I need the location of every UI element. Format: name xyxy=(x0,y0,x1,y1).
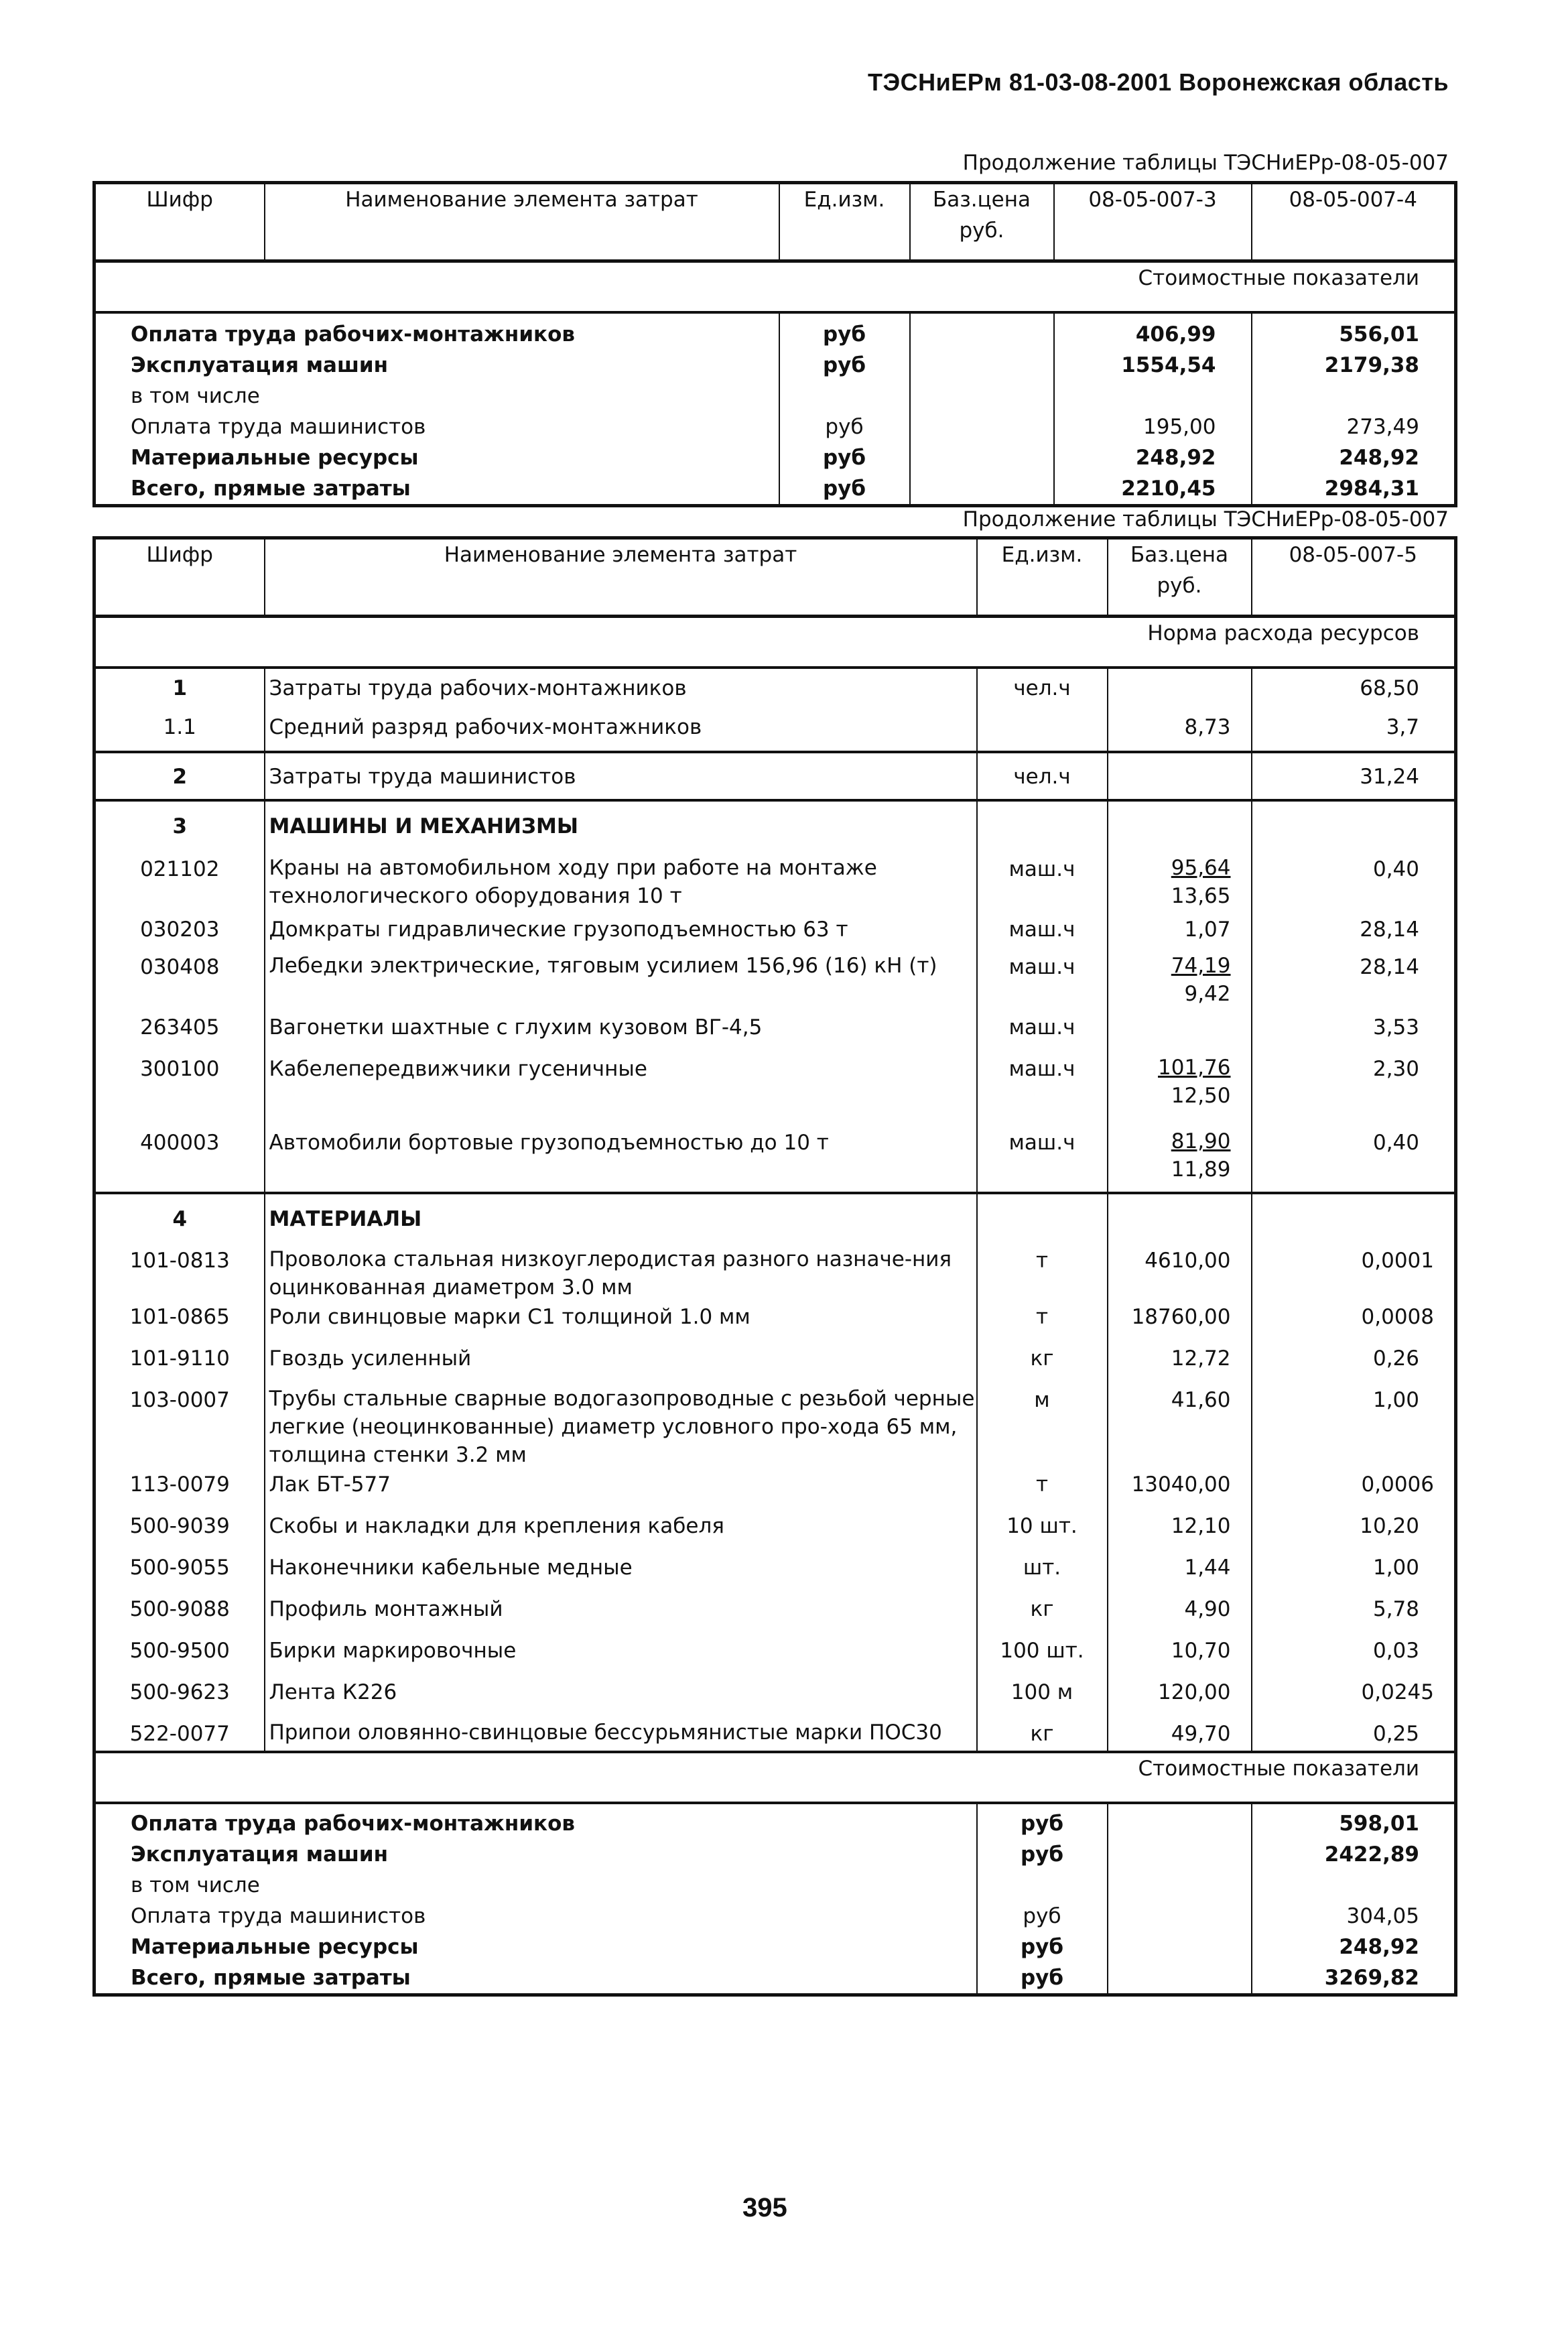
price-sub: 13,65 xyxy=(1171,884,1231,908)
row-value: 0,40 xyxy=(1252,854,1456,910)
row-value: 0,0008 xyxy=(1252,1302,1456,1343)
row-label: Материальные ресурсы xyxy=(131,446,419,470)
row-name: Автомобили бортовые грузоподъемностью до 10 т xyxy=(265,1123,977,1193)
row-code: 522-0077 xyxy=(94,1718,265,1752)
row-unit: м xyxy=(977,1385,1108,1469)
row-code: 500-9039 xyxy=(129,1514,230,1538)
row-code: 500-9088 xyxy=(129,1597,230,1621)
table-row xyxy=(94,412,1456,442)
row-code: 300100 xyxy=(140,1057,220,1081)
row-value-4 xyxy=(1252,381,1456,412)
row-name: Домкраты гидравлические грузоподъемностью 63 т xyxy=(265,910,977,952)
total-unit: руб xyxy=(977,1901,1108,1932)
table-row xyxy=(94,1302,1456,1343)
document-header-title: ТЭСНиЕРм 81-03-08-2001 Воронежская область xyxy=(868,68,1449,96)
total-value: 2422,89 xyxy=(1252,1839,1456,1870)
row-price: 49,70 xyxy=(1108,1718,1252,1752)
total-value: 304,05 xyxy=(1252,1901,1456,1932)
total-row xyxy=(94,1962,1456,1995)
row-price: 1,44 xyxy=(1108,1552,1252,1594)
price-main: 101,76 xyxy=(1158,1056,1231,1080)
col-header-base-price xyxy=(1108,538,1252,617)
row-unit: кг xyxy=(977,1594,1108,1635)
total-label: Материальные ресурсы xyxy=(131,1935,419,1959)
row-unit: руб xyxy=(779,350,910,381)
row-name: Вагонетки шахтные с глухим кузовом ВГ-4,5 xyxy=(265,1008,977,1050)
row-price: 120,00 xyxy=(1108,1677,1252,1718)
row-name: Припои оловянно-свинцовые бессурьмянистые марки ПОС30 xyxy=(265,1718,977,1752)
row-value: 0,0006 xyxy=(1252,1469,1456,1511)
row-value: 0,40 xyxy=(1252,1123,1456,1193)
row-unit: маш.ч xyxy=(977,1050,1108,1123)
row-unit: маш.ч xyxy=(977,1123,1108,1193)
group-row-machines xyxy=(94,800,1456,854)
section-cost-indicators: Стоимостные показатели xyxy=(94,1752,1456,1803)
table-row xyxy=(94,473,1456,506)
group-row-materials xyxy=(94,1193,1456,1245)
row-value-4: 2984,31 xyxy=(1252,473,1456,506)
col-header-code: Шифр xyxy=(94,183,265,261)
row-unit: т xyxy=(977,1245,1108,1302)
row-name: Трубы стальные сварные водогазопроводные с резьбой черные легкие (неоцинкованные) диаметр условного про-хода 65 мм, толщина стенки 3.2 мм xyxy=(265,1385,977,1469)
table2-continuation-label: Продолжение таблицы ТЭСНиЕРр-08-05-007 xyxy=(962,507,1449,531)
base-price-line1: Баз.цена xyxy=(1130,543,1229,567)
price-main: 95,64 xyxy=(1171,856,1231,880)
base-price-line1: Баз.цена xyxy=(932,188,1031,212)
row-value: 3,53 xyxy=(1252,1008,1456,1050)
row-unit: 10 шт. xyxy=(977,1511,1108,1552)
table-row xyxy=(94,854,1456,910)
row-price xyxy=(1108,854,1252,910)
row-name: Затраты труда рабочих-монтажников xyxy=(265,668,977,704)
table-row xyxy=(94,1008,1456,1050)
row-name: Роли свинцовые марки С1 толщиной 1.0 мм xyxy=(265,1302,977,1343)
col-header-name: Наименование элемента затрат xyxy=(265,538,977,617)
row-unit: шт. xyxy=(977,1552,1108,1594)
total-value: 598,01 xyxy=(1252,1803,1456,1839)
row-value: 0,0001 xyxy=(1252,1245,1456,1302)
row-name: Гвоздь усиленный xyxy=(265,1343,977,1385)
price-sub: 11,89 xyxy=(1171,1157,1231,1182)
row-value: 28,14 xyxy=(1252,910,1456,952)
base-price-line2: руб. xyxy=(1157,574,1202,598)
row-unit xyxy=(977,704,1108,752)
row-unit: маш.ч xyxy=(977,952,1108,1008)
row-unit: кг xyxy=(977,1718,1108,1752)
row-value-3: 195,00 xyxy=(1054,412,1252,442)
row-code: 030203 xyxy=(140,918,220,942)
row-value-3 xyxy=(1054,381,1252,412)
row-name: Кабелепередвижчики гусеничные xyxy=(265,1050,977,1123)
row-value-3: 2210,45 xyxy=(1054,473,1252,506)
row-price xyxy=(1108,1050,1252,1123)
section-resource-norms: Норма расхода ресурсов xyxy=(94,617,1456,668)
row-price: 4610,00 xyxy=(1108,1245,1252,1302)
row-value: 0,03 xyxy=(1252,1635,1456,1677)
row-unit: маш.ч xyxy=(977,1008,1108,1050)
col-header-08-05-007-3: 08-05-007-3 xyxy=(1054,183,1252,261)
total-unit xyxy=(977,1870,1108,1901)
total-unit: руб xyxy=(977,1839,1108,1870)
price-sub: 9,42 xyxy=(1184,982,1231,1006)
total-label: в том числе xyxy=(131,1873,260,1897)
group-name: МАШИНЫ И МЕХАНИЗМЫ xyxy=(265,800,977,854)
total-value: 248,92 xyxy=(1252,1932,1456,1962)
row-name: Профиль монтажный xyxy=(265,1594,977,1635)
row-price: 18760,00 xyxy=(1108,1302,1252,1343)
row-label: Оплата труда рабочих-монтажников xyxy=(131,322,575,347)
row-price: 13040,00 xyxy=(1108,1469,1252,1511)
col-header-08-05-007-4: 08-05-007-4 xyxy=(1252,183,1456,261)
total-label: Всего, прямые затраты xyxy=(131,1966,411,1990)
row-code: 101-9110 xyxy=(129,1346,230,1371)
row-label: в том числе xyxy=(131,384,260,408)
row-value-3: 1554,54 xyxy=(1054,350,1252,381)
table-row xyxy=(94,910,1456,952)
group-code: 4 xyxy=(172,1207,188,1231)
row-name: Лак БТ-577 xyxy=(265,1469,977,1511)
row-code: 400003 xyxy=(94,1123,265,1193)
row-value-4: 248,92 xyxy=(1252,442,1456,473)
row-value-3: 248,92 xyxy=(1054,442,1252,473)
table-row xyxy=(94,1343,1456,1385)
row-price: 12,10 xyxy=(1108,1511,1252,1552)
row-unit: маш.ч xyxy=(977,854,1108,910)
row-name: Затраты труда машинистов xyxy=(265,752,977,800)
table-row xyxy=(94,1718,1456,1752)
row-value: 31,24 xyxy=(1252,752,1456,800)
table-row xyxy=(94,1552,1456,1594)
row-unit: 100 м xyxy=(977,1677,1108,1718)
row-value: 0,0245 xyxy=(1252,1677,1456,1718)
row-unit: чел.ч xyxy=(977,752,1108,800)
total-row xyxy=(94,1870,1456,1901)
group-code: 3 xyxy=(172,814,188,838)
table2-cost-section-row xyxy=(94,1752,1456,1803)
row-name: Краны на автомобильном ходу при работе на монтаже технологического оборудования 10 т xyxy=(265,854,977,910)
row-value: 1,00 xyxy=(1252,1552,1456,1594)
total-unit: руб xyxy=(977,1803,1108,1839)
row-value: 5,78 xyxy=(1252,1594,1456,1635)
col-header-base-price xyxy=(910,183,1054,261)
table-row xyxy=(94,1123,1456,1193)
total-label: Оплата труда машинистов xyxy=(131,1904,426,1928)
section-cost-indicators: Стоимостные показатели xyxy=(94,261,1456,313)
base-price-line2: руб. xyxy=(959,218,1004,243)
row-unit: маш.ч xyxy=(977,910,1108,952)
row-price xyxy=(1108,1123,1252,1193)
row-name: Проволока стальная низкоуглеродистая разного назначе-ния оцинкованная диаметром 3.0 мм xyxy=(265,1245,977,1302)
row-value: 2,30 xyxy=(1252,1050,1456,1123)
total-unit: руб xyxy=(977,1932,1108,1962)
row-name: Лебедки электрические, тяговым усилием 156,96 (16) кН (т) xyxy=(265,952,977,1008)
table-row xyxy=(94,1511,1456,1552)
table-row xyxy=(94,381,1456,412)
row-label: Эксплуатация машин xyxy=(131,353,389,377)
row-value-4: 273,49 xyxy=(1252,412,1456,442)
table1-continuation-label: Продолжение таблицы ТЭСНиЕРр-08-05-007 xyxy=(962,151,1449,175)
row-unit xyxy=(779,381,910,412)
row-value-4: 556,01 xyxy=(1252,312,1456,350)
row-label: Всего, прямые затраты xyxy=(131,477,411,501)
table2-resource-norms xyxy=(92,536,1457,1997)
row-price: 8,73 xyxy=(1108,704,1252,752)
table-row xyxy=(94,1050,1456,1123)
price-main: 81,90 xyxy=(1171,1129,1231,1153)
table-row xyxy=(94,350,1456,381)
row-unit: руб xyxy=(779,312,910,350)
col-header-unit: Ед.изм. xyxy=(779,183,910,261)
row-price xyxy=(1108,1008,1252,1050)
table-row xyxy=(94,312,1456,350)
total-row xyxy=(94,1901,1456,1932)
row-code: 500-9055 xyxy=(129,1556,230,1580)
table1-header-row xyxy=(94,183,1456,261)
row-code: 1 xyxy=(172,676,188,700)
row-code: 2 xyxy=(94,752,265,800)
row-value: 28,14 xyxy=(1252,952,1456,1008)
total-row xyxy=(94,1839,1456,1870)
table-row xyxy=(94,704,1456,752)
total-value xyxy=(1252,1870,1456,1901)
table-row xyxy=(94,1635,1456,1677)
row-value: 10,20 xyxy=(1252,1511,1456,1552)
row-unit: руб xyxy=(779,412,910,442)
row-price: 4,90 xyxy=(1108,1594,1252,1635)
table1-section-row xyxy=(94,261,1456,313)
price-main: 74,19 xyxy=(1171,954,1231,978)
row-name: Лента К226 xyxy=(265,1677,977,1718)
row-unit: чел.ч xyxy=(977,668,1108,704)
row-price xyxy=(1108,752,1252,800)
row-name: Бирки маркировочные xyxy=(265,1635,977,1677)
row-unit: руб xyxy=(779,442,910,473)
row-code: 113-0079 xyxy=(129,1472,230,1497)
page-number: 395 xyxy=(742,2193,787,2222)
table-row xyxy=(94,1469,1456,1511)
row-code: 103-0007 xyxy=(129,1388,230,1412)
row-price xyxy=(1108,668,1252,704)
row-name: Наконечники кабельные медные xyxy=(265,1552,977,1594)
table-row xyxy=(94,1245,1456,1302)
row-code: 1.1 xyxy=(94,704,265,752)
col-header-08-05-007-5: 08-05-007-5 xyxy=(1252,538,1456,617)
row-value: 1,00 xyxy=(1252,1385,1456,1469)
row-price: 1,07 xyxy=(1108,910,1252,952)
row-unit: т xyxy=(977,1469,1108,1511)
row-price: 41,60 xyxy=(1108,1385,1252,1469)
row-name: Скобы и накладки для крепления кабеля xyxy=(265,1511,977,1552)
row-unit: кг xyxy=(977,1343,1108,1385)
row-code: 263405 xyxy=(140,1015,220,1040)
row-code: 101-0865 xyxy=(129,1305,230,1329)
row-value: 68,50 xyxy=(1252,668,1456,704)
row-code: 500-9623 xyxy=(129,1680,230,1704)
row-name: Средний разряд рабочих-монтажников xyxy=(265,704,977,752)
row-unit: т xyxy=(977,1302,1108,1343)
total-value: 3269,82 xyxy=(1252,1962,1456,1995)
table2-norm-section-row xyxy=(94,617,1456,668)
row-price: 10,70 xyxy=(1108,1635,1252,1677)
table2-header-row xyxy=(94,538,1456,617)
total-row xyxy=(94,1932,1456,1962)
row-value-4: 2179,38 xyxy=(1252,350,1456,381)
row-price xyxy=(1108,952,1252,1008)
total-label: Оплата труда рабочих-монтажников xyxy=(131,1812,575,1836)
row-code: 030408 xyxy=(140,955,220,979)
row-unit: руб xyxy=(779,473,910,506)
table-row xyxy=(94,752,1456,800)
row-label: Оплата труда машинистов xyxy=(131,415,426,439)
table-row xyxy=(94,952,1456,1008)
row-code: 500-9500 xyxy=(129,1639,230,1663)
row-code: 101-0813 xyxy=(129,1249,230,1273)
row-value-3: 406,99 xyxy=(1054,312,1252,350)
row-value: 0,25 xyxy=(1252,1718,1456,1752)
total-label: Эксплуатация машин xyxy=(131,1842,389,1867)
table-row xyxy=(94,668,1456,704)
table-row xyxy=(94,1677,1456,1718)
row-code: 021102 xyxy=(140,857,220,881)
table-row xyxy=(94,1594,1456,1635)
col-header-unit: Ед.изм. xyxy=(977,538,1108,617)
table1-cost-summary xyxy=(92,181,1457,507)
group-name: МАТЕРИАЛЫ xyxy=(265,1193,977,1245)
total-unit: руб xyxy=(977,1962,1108,1995)
row-value: 0,26 xyxy=(1252,1343,1456,1385)
row-value: 3,7 xyxy=(1252,704,1456,752)
row-price: 12,72 xyxy=(1108,1343,1252,1385)
table-row xyxy=(94,442,1456,473)
price-sub: 12,50 xyxy=(1171,1084,1231,1108)
total-row xyxy=(94,1803,1456,1839)
col-header-code: Шифр xyxy=(94,538,265,617)
col-header-name: Наименование элемента затрат xyxy=(265,183,779,261)
table-row xyxy=(94,1385,1456,1469)
row-unit: 100 шт. xyxy=(977,1635,1108,1677)
